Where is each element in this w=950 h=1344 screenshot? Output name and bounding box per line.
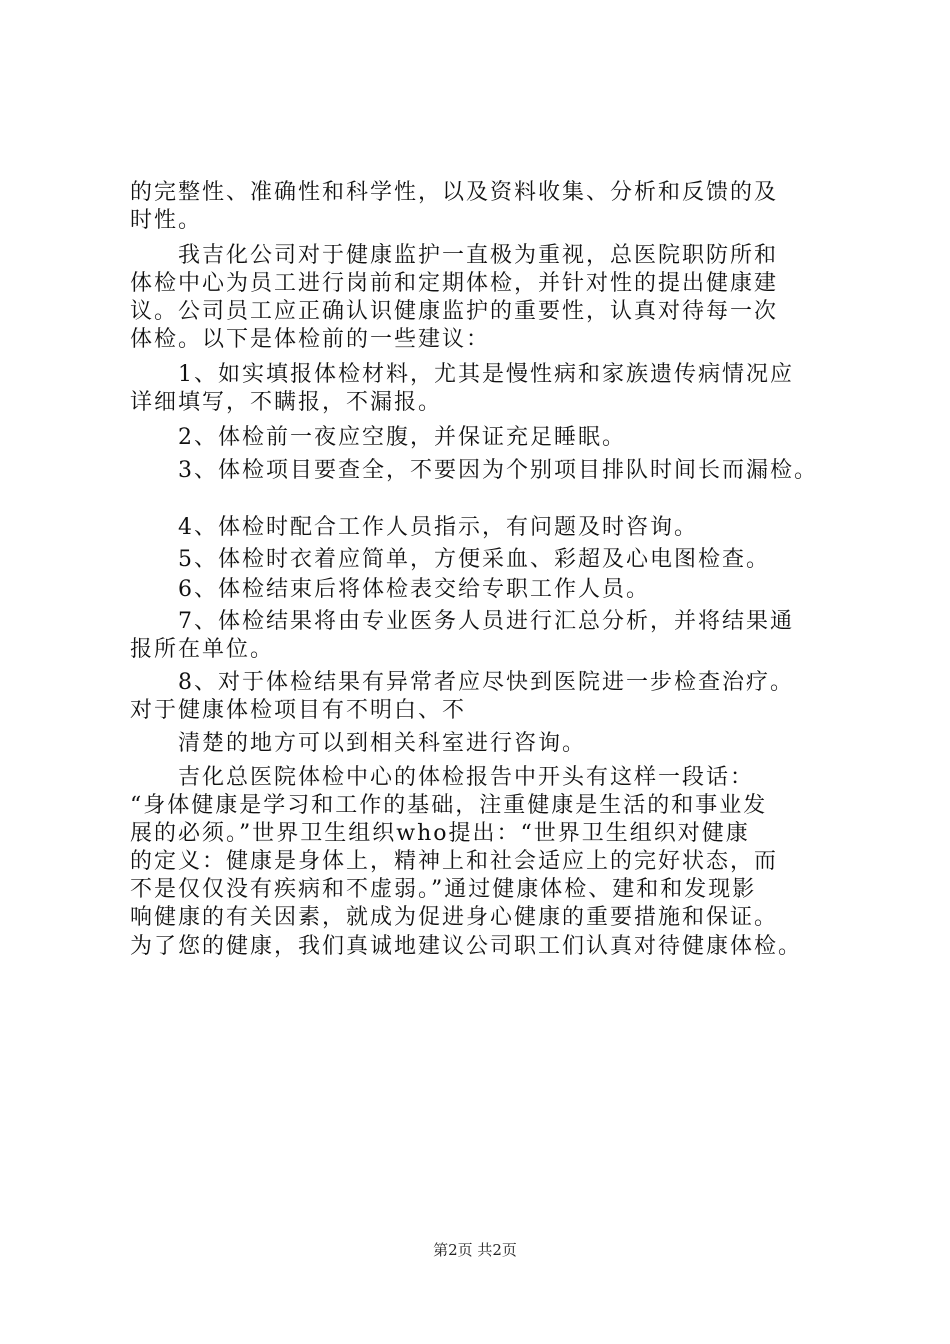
body-text-line: 报所在单位。 (130, 637, 275, 662)
body-text-line: 体检。以下是体检前的一些建议： (130, 327, 491, 352)
body-text-line: 的完整性、准确性和科学性，以及资料收集、分析和反馈的及 (130, 180, 779, 205)
body-text-line: 7、体检结果将由专业医务人员进行汇总分析，并将结果通 (130, 609, 794, 634)
page-footer: 第2页 共2页 (433, 1241, 517, 1259)
body-text-line: 展的必须。”世界卫生组织who提出：“世界卫生组织对健康 (130, 821, 750, 846)
body-text-line: 3、体检项目要查全，不要因为个别项目排队时间长而漏检。 (130, 458, 818, 483)
body-text-line: 8、对于体检结果有异常者应尽快到医院进一步检查治疗。 (130, 670, 794, 695)
body-text-line: 2、体检前一夜应空腹，并保证充足睡眠。 (130, 425, 626, 450)
body-text-line: 时性。 (130, 208, 203, 233)
body-text-line: “身体健康是学习和工作的基础，注重健康是生活的和事业发 (130, 793, 768, 818)
body-text-line: 4、体检时配合工作人员指示，有问题及时咨询。 (130, 515, 698, 540)
body-text-line: 对于健康体检项目有不明白、不 (130, 698, 467, 723)
body-text-line: 不是仅仅没有疾病和不虚弱。”通过健康体检、建和和发现影 (130, 877, 757, 902)
body-text-line: 6、体检结束后将体检表交给专职工作人员。 (130, 577, 650, 602)
body-text-line: 为了您的健康，我们真诚地建议公司职工们认真对待健康体检。 (130, 934, 803, 959)
body-text-line: 清楚的地方可以到相关科室进行咨询。 (130, 731, 587, 756)
body-text-line: 吉化总医院体检中心的体检报告中开头有这样一段话： (130, 765, 755, 790)
body-text-line: 1、如实填报体检材料，尤其是慢性病和家族遗传病情况应 (130, 362, 794, 387)
body-text-line: 体检中心为员工进行岗前和定期体检，并针对性的提出健康建 (130, 271, 779, 296)
body-text-line: 5、体检时衣着应简单，方便采血、彩超及心电图检查。 (130, 547, 770, 572)
body-text-line: 响健康的有关因素，就成为促进身心健康的重要措施和保证。 (130, 905, 779, 930)
body-text-line: 议。公司员工应正确认识健康监护的重要性，认真对待每一次 (130, 299, 779, 324)
body-text-line: 我吉化公司对于健康监护一直极为重视，总医院职防所和 (130, 243, 779, 268)
body-text-line: 的定义：健康是身体上，精神上和社会适应上的完好状态，而 (130, 849, 779, 874)
body-text-line: 详细填写，不瞒报，不漏报。 (130, 390, 443, 415)
